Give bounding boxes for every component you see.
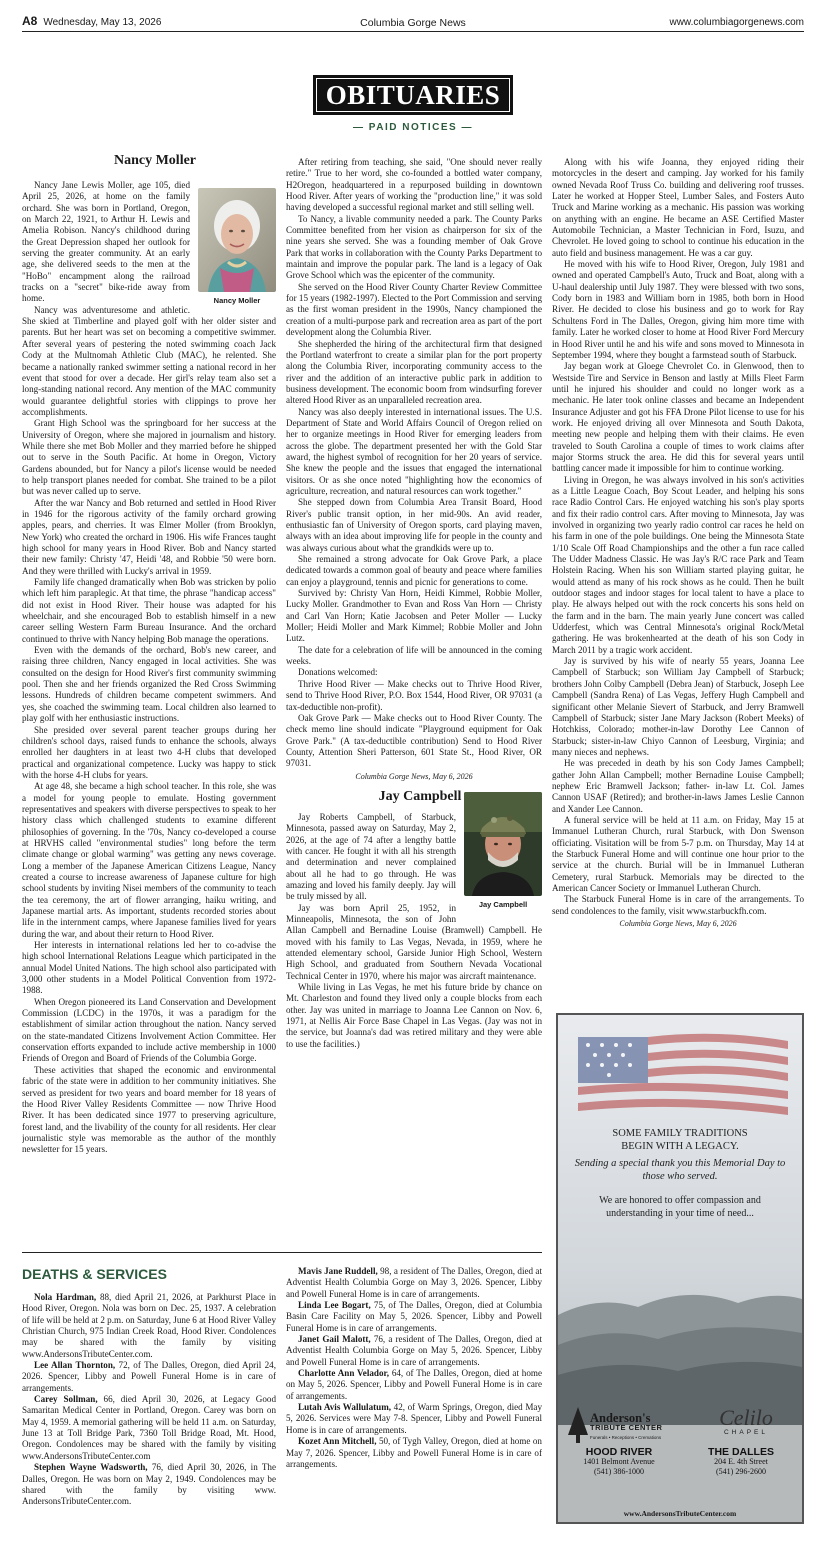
obit-paragraph: She remained a strong advocate for Oak Grove Park, a place dedicated towards a common goal of beauty and peace where families can enjoy a playground, tennis and picnic for generations to come.	[286, 554, 542, 587]
obit-paragraph: Donations welcomed:	[298, 667, 378, 678]
ad-location-the-dalles	[686, 1447, 796, 1477]
portrait-moller-image	[198, 188, 276, 292]
ad-brand-celilo	[696, 1407, 796, 1436]
obit-paragraph: Survived by: Christy Van Horn, Heidi Kimmel, Robbie Moller, Lucky Moller. Grandmother to Evan and Ross Van Horn — Christy and Carl Van Horn; Katie Jacobsen and Peter Moller — Lucky Moller; Heidi Moller and Mark Kimmel; Robbie Moller and John Lutz.	[286, 588, 542, 644]
obit-column-2	[286, 157, 542, 1253]
obit-paragraph: Nancy Jane Lewis Moller, age 105, died April 25, 2026, at home on the family orchard. She was born in Portland, Oregon, on March 22, 1921, to Arthur H. Lewis and Amelia Robison. Nancy's childhood during the Great Depression shaped her outlook for serving the greater community. At an early age, she delivered seeds to the men at the "HoBo" encampment along the railroad tracks on a "secret" bike-ride away from home.	[22, 180, 190, 304]
obit-paragraph: A funeral service will be held at 11 a.m. on Friday, May 15 at Immanuel Lutheran Church, rural Starbuck, with Don Swenson officiating. Visitation will be from 5-7 p.m. on Thursday, May 14 at the Starbuck Funeral Home and will continue one hour prior to the service at the church. Burial will be in Immanuel Lutheran Cemetery, rural Starbuck. Memorials may be directed to the American Cancer Society or Immanuel Lutheran Church.	[552, 814, 804, 893]
obit-column-3	[552, 157, 804, 987]
obit-title-campbell: Jay Campbell	[378, 788, 462, 804]
obit-paragraph: While living in Las Vegas, he met his future bride by chance on Mt. Charleston and found they lived only a couple blocks from each other. Jay was united in marriage to Joanna Lee Cannon on Nov. 6, 1971, at Nellis Air Force Base Chapel in Las Vegas. (Jay was not in the service, but Joanna's dad was retired military and they were able to use the facilities.)	[286, 982, 542, 1049]
section-title: OBITUARIES	[325, 80, 501, 110]
funeral-home-advertisement[interactable]	[556, 1013, 804, 1524]
obit-paragraph: Nancy was adventuresome and athletic. She skied at Timberline and played golf with her older sister and parents. But her heart was set on becoming a competitive swimmer. After several years of pestering the noted swimming coach Jack Cody at the Multnomah Athletic Club (MAC), he relented. She became a nationally ranked swimmer setting a national record in her event that stood for over a decade. Her girl's relay team also set a long-standing national record. Any mention of the MAC community would guarantee delightful stories with clippings to prove her accomplishments.	[22, 304, 276, 417]
death-notice-name: Janet Gail Malott,	[298, 1334, 371, 1345]
obit-paragraph: Grant High School was the springboard for her success at the University of Oregon, where she majored in journalism and history. While there she met Bob Moller and they married before he shipped out to serve in the South Pacific. At home in Oregon, Victory Gardens abounded, but for Nancy a pilot's license would be needed to help transport planes needed for combat. She trained to be a pilot but was never called up to serve.	[22, 418, 276, 497]
death-notice-name: Charlotte Ann Velador,	[298, 1368, 389, 1379]
obit-paragraph: Thrive Hood River — Make checks out to Thrive Hood River, send to Thrive Hood River, P.O. Box 1544, Hood River, OR 97031 (a tax-deductible non-profit).	[286, 678, 542, 712]
deaths-section-title: DEATHS & SERVICES	[22, 1266, 167, 1282]
obit-paragraph: Her interests in international relations led her to co-advise the high school International Relations League which participated in the annual Model United Nations. The high school also participated with 3,000 other students in a Model Political Convention from 1972-1988.	[22, 940, 276, 996]
death-notice: Janet Gail Malott, 76, a resident of The Dalles, Oregon, died at Adventist Health Columbia Gorge on May 5, 2026. Spencer, Libby and Powell Funeral Home is in care of arrangements.	[286, 1334, 542, 1367]
obit-column-1	[22, 152, 276, 1242]
death-notice: Nola Hardman, 88, died April 21, 2026, at Parkhurst Place in Hood River, Oregon. Nola was born on Dec. 25, 1937. A celebration of life will be held at 2 p.m. on Saturday, June 6 at Hood River Valley Christian Church, 975 Indian Creek Road, Hood River. Condolences may be shared with the family by visiting www.AndersonsTributeCenter.com.	[22, 1292, 276, 1359]
obit-paragraph: After the war Nancy and Bob returned and settled in Hood River in 1946 for the rigorous activity of the family orchard growing apples, pears, and cherries. It was Elmer Moller (from Brooklyn, New York) who created the orchard in 1906. His wife Frances taught high school for many years in Hood River. Bob and Nancy started their new family: Christy '47, Heidi '48, and Robbie '50 were born. And they were thrilled with Lucky's arrival in 1959.	[22, 497, 276, 576]
obit-paragraph: After retiring from teaching, she said, "One should never really retire." True to her word, she co-founded a bottled water company, H2Oregon, headquartered in a repurposed building in downtown Hood River. After years of working the "production line," it was sold having developed a successful regional market and still selling well.	[286, 157, 542, 213]
death-notice: Stephen Wayne Wadsworth, 76, died April 30, 2026, in The Dalles, Oregon. He was born on May 2, 1949. Condolences may be shared with the family by visiting www. AndersonsTributeCenter.com.	[22, 1462, 276, 1507]
obit-paragraph: She served on the Hood River County Charter Review Committee for 15 years (1982-1997). Elected to the Port Commission and serving as the first woman president in the 1990s, Nancy championed the creation of a multi-purpose park and recreation area as part of the port development along the Columbia River.	[286, 281, 542, 338]
obit-paragraph: She presided over several parent teacher groups during her children's school days, raised funds to enhance the schools, always enrolled her daughters in at least two 4-H clubs that developed practical and organizational competence. Lucky was happy to stick with the horse 4-H clubs for years.	[22, 724, 276, 780]
obit-paragraph: She stepped down from Columbia Area Transit Board, Hood River's public transit option, in her mid-90s. An avid reader, enthusiastic fan of University of Oregon sports, card playing maven, always with an idea about improving life for people in the county and was always curious about what the grandkids were up to.	[286, 497, 542, 553]
obit-paragraph: To Nancy, a livable community needed a park. The County Parks Committee benefited from her vision as chairperson for six of the nine years she served. She was a founding member of Oak Grove Park that works in collaboration with the County Parks Department to maintain and improve the popular park. The land is a legacy of Oak Grove School which was the epicenter of the community.	[286, 213, 542, 281]
section-banner	[313, 75, 513, 115]
ad-headline: SOME FAMILY TRADITIONS BEGIN WITH A LEGACY.	[612, 1128, 748, 1152]
obit-paragraph: Jay Roberts Campbell, of Starbuck, Minnesota, passed away on Saturday, May 2, 2026, at the age of 74 after a lengthy battle with cancer. He fought it with all his strength and determination and never complained about all he had to go through. He was amazing and loved his family deeply. Jay will be truly missed by all.	[286, 811, 456, 902]
brand-tagline-andersons: Funerals • Receptions • Cremations	[590, 1435, 662, 1440]
location-phone[interactable]: (541) 386-1000	[594, 1467, 644, 1476]
death-notice: Lee Allan Thornton, 72, of The Dalles, Oregon, died April 24, 2026. Spencer, Libby and Powell Funeral Home is in care of arrangements.	[22, 1360, 276, 1393]
photo-campbell	[464, 792, 542, 910]
deaths-column-2	[286, 1266, 542, 1538]
header-date: Wednesday, May 13, 2026	[43, 17, 162, 28]
obit-paragraph: Living in Oregon, he was always involved in his son's activities as a Little League Coach, Boy Scout Leader, and helping his sons race Radio Control Cars. He enjoyed watching his son's play sports and fix their radio control cars. After moving to Minnesota, Jay was involved in organizing two yearly radio control car races he held on his farm in one of the pole buildings. One being the Minnesota State 1/10 Scale Off Road Championships and the other a fun race called The Udder Madness Classic. He was Jay's R/C race Park and Team Holstein Racing. When his son William started playing guitar, he would attend as many of his rock shows as he could. Then he built outdoor stages and indoor stages for local talent to have a place to play. He always helped out with the rock concerts his sons held on the farm and in the barn. The main yearly June concert was called Udderfest, which was Central Minnesota's original Rock/Metal gathering. He was brokenhearted at the death of his son Cody in March 2011 by a tragic work accident.	[552, 474, 804, 655]
death-notice-name: Stephen Wayne Wadsworth,	[34, 1462, 148, 1473]
death-notice-name: Linda Lee Bogart,	[298, 1300, 371, 1311]
death-notice: Lutah Avis Wallulatum, 42, of Warm Springs, Oregon, died May 5, 2026. Services were May 7-8. Spencer, Libby and Powell Funeral Home is in care of arrangements.	[286, 1402, 542, 1435]
death-notice-name: Carey Sollman,	[34, 1394, 98, 1405]
death-notice-name: Nola Hardman,	[34, 1292, 97, 1302]
obit-paragraph: Family life changed dramatically when Bob was stricken by polio which left him paraplegic. At that time, the phrase "handicap access" did not exist in Hood River. Their house was adapted for his wheelchair, and she encouraged Bob to establish himself in a new career selling Western Farm Bureau Insurance. And the orchard continued to thrive with Nancy helping Bob manage the operations.	[22, 577, 276, 644]
photo-caption-moller: Nancy Moller	[213, 296, 261, 305]
obit-paragraph: The Starbuck Funeral Home is in care of the arrangements. To send condolences to the family, visit www.starbuckfh.com.	[552, 894, 804, 916]
brand-sub-andersons: TRIBUTE CENTER	[590, 1423, 663, 1432]
obit-paragraph: He was preceded in death by his son Cody James Campbell; gather John Allan Campbell; mother Bernadine Louise Campbell; nephew Eric Bramwell Jackson; father- in-law Lt. Col. James Cannon USAF (Retired); and brother-in-laws James Leslie Cannon and Xander Lee Cannon.	[552, 758, 804, 814]
obit-paragraph: Even with the demands of the orchard, Bob's new career, and raising three children, Nancy engaged in local activities. She was consulted on the design for Hood River's first community swimming pool. Then she and her friends organized the Red Cross Swimming lessons. Hundreds of children became competent swimmers. And yes, she coached the swimming team. Local children also learned to play golf with her enthusiastic instructions.	[22, 645, 276, 724]
paid-notices-text: PAID NOTICES	[368, 122, 458, 133]
ad-location-hood-river	[564, 1447, 674, 1477]
death-notice: Carey Sollman, 66, died April 30, 2026, at Legacy Good Samaritan Medical Center in Portland, Oregon. Carey was born on May 4, 1959. A memorial gathering will be held 11 a.m. on Saturday, June 13 at Toll Bridge Park, 7360 Toll Bridge Road, Mt. Hood, Oregon. Condolences may be shared with the family by visiting www.AndersonsTributeCenter.com	[22, 1394, 276, 1461]
deaths-column-1	[22, 1292, 276, 1537]
obit-paragraph: These activities that shaped the economic and environmental fabric of the state were in addition to her community initiatives. She served as president for two years and board member for 18 years of the Hood River Valley Residents Committee — now Thrive Hood River. It has been dedicated since 1977 to preserving agriculture, forest land, and the livability of the county for all residents. Her clear journalistic style was memorable as the author of the monthly newsletter for 15 years.	[22, 1064, 276, 1155]
obit-paragraph: He moved with his wife to Hood River, Oregon, July 1981 and owned and operated Campbell's Auto, Truck and Boat, along with a U-haul dealership until July 1987. They were blessed with two sons, Cody born in 1983 and William born in 1985, both born in Hood River. He decided to close his business and go to work for Ray Schultens Ford in The Dalles, Oregon, giving him more time with family. Later he worked closer to home at Hood River Ford Mercury in Hood River until he and his wife and sons moved to Minnesota in September 1994, where they bought a farmstead south of Starbuck.	[552, 259, 804, 360]
location-phone[interactable]: (541) 296-2600	[716, 1467, 766, 1476]
paid-notices-label: — PAID NOTICES —	[353, 122, 473, 133]
death-notice-name: Kozet Ann Mitchell,	[298, 1436, 377, 1447]
photo-moller	[198, 188, 276, 306]
ad-compassion-message: We are honored to offer compassion and understanding in your time of need...	[599, 1195, 761, 1219]
portrait-campbell-image	[464, 792, 542, 896]
header-paper-name: Columbia Gorge News	[360, 17, 466, 29]
death-notice-name: Lutah Avis Wallulatum,	[298, 1402, 392, 1413]
obit-paragraph: Jay began work at Gloege Chevrolet Co. in Glenwood, then to Westside Tire and Service in Benson and lastly at Mills Fleet Farm until he injured his shoulder and could no longer work as a mechanic. He later took online classes and became an Independent Insurance Adjuster and got his FFA Drone Pilot license to use for his work. He enjoyed driving all over Minnesota and South Dakota, meeting new people and helping them with their claims. He even traveled to South Carolina a couple of times to work claims after major Storms struck the area. He did this for several years until battling cancer made it impossible for him to continue working.	[552, 361, 804, 474]
obit-paragraph: Along with his wife Joanna, they enjoyed riding their motorcycles in the desert and camping. Jay worked for his family owned Nevada Roof Truss Co. building and delivering roof trusses. Later he worked at Hopper Steel, Lumber Sales, and Fosters Auto Truck and Marine working as a mechanic. His passion was working on anything with an engine. He became an ASE Certified Master Automobile Technician, a Master Technician in Ford, Isuzu, and Chevrolet. He loved going to school to continue his education in the auto field and business management. He was a car guy.	[552, 157, 804, 258]
obit-title-moller: Nancy Moller	[113, 153, 197, 168]
death-notice: Linda Lee Bogart, 75, of The Dalles, Oregon, died at Columbia Basin Care Facility on May 5, 2026. Spencer, Libby and Powell Funeral Home is in care of arrangements.	[286, 1300, 542, 1333]
obit-paragraph: She shepherded the hiring of the architectural firm that designed the Portland waterfront to create a similar plan for the port property along the Columbia River, incorporating community access to the river and the addition of an interactive public park in addition to business development. The economic boom from windsurfing forever altered Hood River as an unparalleled recreation area.	[286, 338, 542, 406]
obit-paragraph: Jay is survived by his wife of nearly 55 years, Joanna Lee Campbell of Starbuck; son William Jay Campbell of Starbuck; brothers John Colby Campbell (Debra Jean) of Starbuck, Joseph Lee Campbell (Sandra Rena) of Las Vegas, Jeffery Hugh Campbell and significant other Melanie Sievert of Starbuck, and Jerry Bramwell Campbell of Starbuck; sister Jane Mary Jackson (Robert Meeks) of Hotchkiss, Colorado; mother-in-law Dorothy Lee Cannon of Starbuck; sister-in-law Chiyo Cannon of Leesburg, Virginia; and many nieces and nephews.	[552, 656, 804, 757]
death-notice: Mavis Jane Ruddell, 98, a resident of The Dalles, Oregon, died at Adventist Health Columbia Gorge on May 3, 2026. Spencer, Libby and Powell Funeral Home is in care of arrangements.	[286, 1266, 542, 1299]
ad-brand-andersons	[590, 1413, 662, 1443]
location-name: THE DALLES	[708, 1446, 774, 1458]
obit-credit-campbell: Columbia Gorge News, May 6, 2026	[619, 919, 737, 929]
ad-website-link[interactable]: www.AndersonsTributeCenter.com	[623, 1509, 737, 1518]
location-address: 204 E. 4th Street	[714, 1457, 768, 1466]
photo-caption-campbell: Jay Campbell	[478, 899, 528, 909]
obit-paragraph: When Oregon pioneered its Land Conservation and Development Commission (LCDC) in the 1970s, it was a paradigm for the establishment of similar action throughout the nation. Nancy served on the state-mandated Citizens Involvement Action Committee. Her conservation efforts expanded to include active membership in 1000 Friends of Oregon and Board of Friends of the Columbia Gorge.	[22, 996, 276, 1064]
brand-name-celilo: Celilo	[719, 1405, 773, 1430]
brand-name-andersons: Anderson's	[590, 1411, 651, 1425]
death-notice: Charlotte Ann Velador, 64, of The Dalles, Oregon, died at home on May 5, 2026. Spencer, Libby and Powell Funeral Home is in care of arrangements.	[286, 1368, 542, 1401]
obit-credit-moller: Columbia Gorge News, May 6, 2026	[355, 771, 473, 781]
section-divider	[22, 1252, 542, 1253]
obit-paragraph: Jay was born April 25, 1952, in Minneapolis, Minnesota, the son of John Allan Campbell and Bernadine Louise (Bramwell) Campbell. He moved with his family to Las Vegas, Nevada, in 1959, where he attended elementary school, Garside Junior High School, Western High School, and graduated from Southern Nevada Vocational Technical Center in 1970, where his major was aircraft maintenance.	[286, 902, 542, 981]
header-website[interactable]: www.columbiagorgenews.com	[669, 17, 804, 28]
death-notice: Kozet Ann Mitchell, 50, of Tygh Valley, Oregon, died at home on May 7, 2026. Spencer, Libby and Powell Funeral Home is in care of arrangements.	[286, 1436, 542, 1469]
brand-sub-celilo: CHAPEL	[723, 1429, 768, 1436]
obit-paragraph: Oak Grove Park — Make checks out to Hood River County. The check memo line should indicate "Playground equipment for Oak Grove Park." (A tax-deductible contribution) Send to Hood River County, Attention Sheri Patterson, 601 State St., Hood River, OR 97031.	[286, 712, 542, 769]
obit-paragraph: At age 48, she became a high school teacher. In this role, she was a model for young people to emulate. Hosting government representatives and speakers with diverse perspectives to speak to her history class which challenged students to examine different philosophies of governing. In the '70s, Nancy co-developed a course at HRVHS called "environmental studies" long before the term climate change or global warming" was getting any news coverage. Long a member of the Japanese American Citizens League, Nancy created a course to increase awareness of Japanese culture for high school students by inviting Nisei members of the community to teach the tea ceremony, the art of flower arranging, haiku writing, and Japanese martial arts. As important, students recorded stories about life in the internment camps, where Japanese families lived for years during the war, and about their return to Hood River.	[22, 781, 276, 939]
page-number: A8	[22, 14, 38, 28]
obit-paragraph: The date for a celebration of life will be announced in the coming weeks.	[286, 644, 542, 667]
obit-paragraph: Nancy was also deeply interested in international issues. The U.S. Department of State and World Affairs Council of Oregon relied on her to organize meetings in Hood River for emerging leaders from across the globe. The department presented her with the Gold Star award, the highest symbol of recognition for her 20 years of service. She knew the people and the issues that engaged the international visitors. Or as she once noted "highlighting how the economics of agriculture, recreation, and natural resources can work together."	[286, 406, 542, 496]
ad-memorial-message: Sending a special thank you this Memorial Day to those who served.	[574, 1158, 786, 1182]
location-name: HOOD RIVER	[585, 1446, 653, 1458]
location-address: 1401 Belmont Avenue	[583, 1457, 655, 1466]
death-notice-name: Lee Allan Thornton,	[34, 1360, 116, 1371]
death-notice-name: Mavis Jane Ruddell,	[298, 1266, 378, 1276]
page-header	[22, 14, 804, 32]
